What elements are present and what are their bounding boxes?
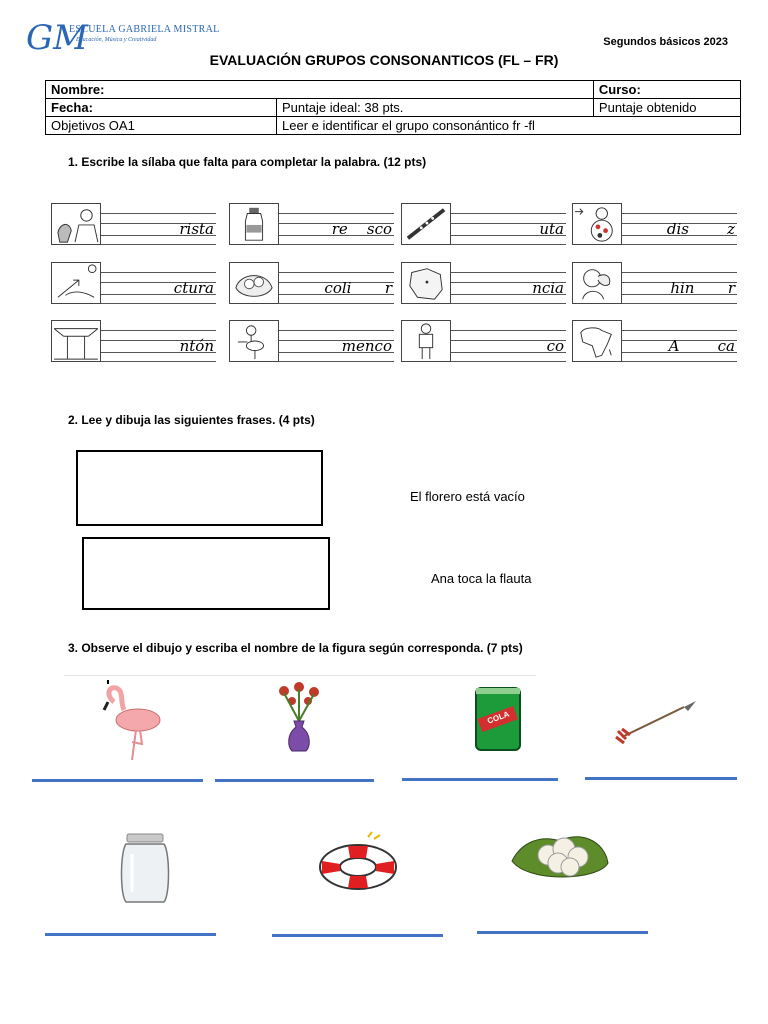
flamingo-icon	[229, 320, 279, 362]
person-icon	[401, 320, 451, 362]
syllable-card	[572, 262, 737, 306]
question-2-title: 2. Lee y dibuja las siguientes frases. (4 pts)	[68, 413, 315, 427]
word-fragment: uta	[539, 220, 564, 238]
syllable-card	[401, 262, 566, 306]
florist-icon	[51, 203, 101, 245]
france-map-icon	[401, 262, 451, 304]
flute-icon	[401, 203, 451, 245]
syllable-card	[401, 203, 566, 247]
drawing-box-1[interactable]	[76, 450, 323, 526]
word-fragment: A ca	[668, 337, 735, 355]
word-fragment: coli r	[324, 279, 392, 297]
cauliflower-icon	[508, 829, 612, 890]
ideal-score: Puntaje ideal: 38 pts.	[277, 99, 594, 117]
sentence-1: El florero está vacío	[410, 489, 525, 504]
syllable-card	[229, 262, 394, 306]
word-fragment: dis z	[666, 220, 735, 238]
school-subtitle: Educación, Música y Creatividad	[76, 37, 157, 43]
answer-line-5[interactable]	[45, 933, 216, 936]
answer-line-3[interactable]	[402, 778, 558, 781]
date-field[interactable]: Fecha:	[46, 99, 277, 117]
jar-icon	[118, 832, 172, 909]
word-fragment: ntón	[179, 337, 214, 355]
syllable-card	[51, 262, 216, 306]
syllable-card	[229, 320, 394, 364]
syllable-card	[401, 320, 566, 364]
africa-map-icon	[572, 320, 622, 362]
answer-line-2[interactable]	[215, 779, 374, 782]
word-fragment: co	[546, 337, 564, 355]
word-fragment: ncia	[532, 279, 564, 297]
syllable-card	[51, 203, 216, 247]
lifebuoy-icon	[316, 831, 404, 898]
word-fragment: menco	[341, 337, 392, 355]
obtained-score-field[interactable]: Puntaje obtenido	[593, 99, 740, 117]
syllable-card	[229, 203, 394, 247]
school-name: ESCUELA GABRIELA MISTRAL	[69, 24, 220, 35]
name-field[interactable]: Nombre:	[46, 81, 594, 99]
question-3-title: 3. Observe el dibujo y escriba el nombre de la figura según corresponda. (7 pts)	[68, 641, 523, 655]
soda-can-icon	[473, 686, 523, 757]
level-label: Segundos básicos 2023	[603, 36, 728, 48]
flamingo-icon	[102, 680, 166, 767]
can-label: COLA	[486, 709, 511, 726]
divider	[64, 675, 536, 676]
course-field[interactable]: Curso:	[593, 81, 740, 99]
vase-icon	[272, 681, 326, 758]
building-front-icon	[51, 320, 101, 362]
sentence-2: Ana toca la flauta	[431, 571, 532, 586]
answer-line-4[interactable]	[585, 777, 737, 780]
arrow-hand-icon	[51, 262, 101, 304]
syllable-card	[572, 320, 737, 364]
costume-icon	[572, 203, 622, 245]
syllable-card	[572, 203, 737, 247]
objective-text: Leer e identificar el grupo consonántico fr -fl	[277, 117, 741, 135]
bottle-icon	[229, 203, 279, 245]
word-fragment: hin r	[670, 279, 735, 297]
answer-line-6[interactable]	[272, 934, 443, 937]
cauliflower-icon	[229, 262, 279, 304]
nose-blow-icon	[572, 262, 622, 304]
page-title: EVALUACIÓN GRUPOS CONSONANTICOS (FL – FR)	[209, 52, 559, 68]
answer-line-7[interactable]	[477, 931, 648, 934]
student-info-table	[45, 80, 741, 135]
word-fragment: ctura	[173, 279, 214, 297]
word-fragment: re sco	[331, 220, 392, 238]
school-monogram: GM	[26, 18, 88, 58]
answer-line-1[interactable]	[32, 779, 203, 782]
question-1-title: 1. Escribe la sílaba que falta para completar la palabra. (12 pts)	[68, 155, 427, 169]
objectives-label: Objetivos OA1	[46, 117, 277, 135]
drawing-box-2[interactable]	[82, 537, 330, 610]
syllable-card	[51, 320, 216, 364]
word-fragment: rista	[179, 220, 214, 238]
arrow-icon	[612, 697, 697, 752]
